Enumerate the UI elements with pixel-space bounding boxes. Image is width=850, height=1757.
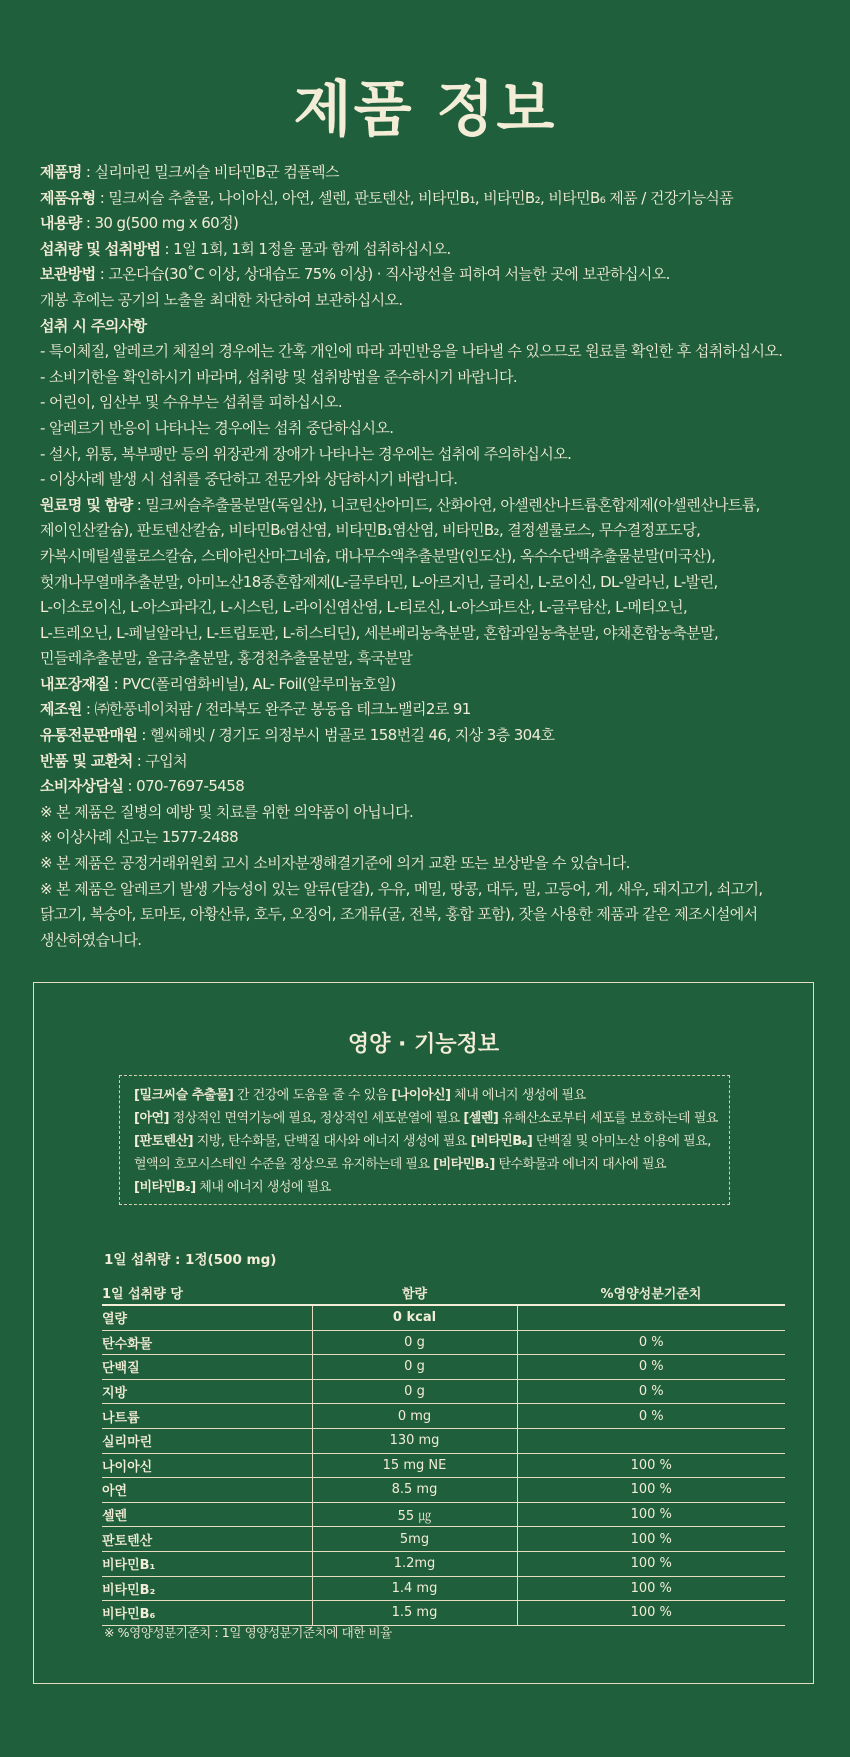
ingredient-tag: [비타민B₂] [134,1180,196,1195]
function-text: 체내 에너지 생성에 필요 [450,1088,586,1103]
info-label: 원료명 및 함량 [40,495,133,514]
nutrition-table [102,1280,785,1626]
info-text: ※ 본 제품은 질병의 예방 및 치료를 위한 의약품이 아닙니다. [40,802,414,821]
nutrition-name: 아연 [102,1478,312,1503]
serving-size: 1일 섭취량 : 1정(500 mg) [104,1252,277,1268]
info-label: 유통전문판매원 [40,726,138,745]
info-text: 헛개나무열매추출분말, 아미노산18종혼합제제(L-글루타민, L-아르지닌, 글리신, L-로이신, DL-알라닌, L-발린, [40,572,718,591]
info-text: : 고온다습(30˚C 이상, 상대습도 75% 이상) · 직사광선을 피하여 서늘한 곳에 보관하십시오. [95,265,670,284]
function-line [134,1176,729,1199]
nutrition-name: 판토텐산 [102,1527,312,1552]
product-info-text [40,160,830,953]
nutrition-amount: 1.2mg [312,1551,517,1576]
info-line [40,902,830,928]
nutrition-amount: 8.5 mg [312,1478,517,1503]
info-text: : 밀크씨슬추출물분말(독일산), 니코틴산아미드, 산화아연, 아셀렌산나트륨혼합제제(아셀렌산나트륨, [132,495,760,514]
nutrition-row [102,1305,785,1330]
info-line [40,928,830,954]
nutrition-percent: 0 % [517,1330,785,1355]
nutrition-row [102,1404,785,1429]
nutrition-row [102,1576,785,1601]
nutrition-amount: 0 g [312,1330,517,1355]
nutrition-amount: 5mg [312,1527,517,1552]
info-line [40,262,830,288]
info-line [40,621,830,647]
nutrition-name: 실리마린 [102,1428,312,1453]
page-title: 제품 정보 [293,75,557,145]
info-text: L-이소로이신, L-아스파라긴, L-시스틴, L-라이신염산염, L-티로신, L-아스파트산, L-글루탐산, L-메티오닌, [40,598,688,617]
info-line [40,160,830,186]
info-text: - 설사, 위통, 복부팽만 등의 위장관계 장애가 나타나는 경우에는 섭취에 주의하십시오. [40,444,572,463]
info-text: L-트레오닌, L-페닐알라닌, L-트립토판, L-히스티딘), 세븐베리농축분말, 혼합과일농축분말, 야채혼합농축분말, [40,623,719,642]
nutrition-percent: 0 % [517,1355,785,1380]
function-text: 체내 에너지 생성에 필요 [195,1180,331,1195]
nutrition-percent: 100 % [517,1453,785,1478]
info-text: : 헬씨해빗 / 경기도 의정부시 범골로 158번길 46, 지상 3층 304호 [137,726,555,745]
nutrition-name: 나이아신 [102,1453,312,1478]
info-line [40,493,830,519]
info-line [40,749,830,775]
nutrition-amount: 130 mg [312,1428,517,1453]
info-line [40,211,830,237]
function-line [134,1130,729,1153]
nutrition-name: 비타민B₆ [102,1601,312,1626]
info-text: : PVC(폴리염화비닐), AL- Foil(알루미늄호일) [109,674,396,693]
info-label: 섭취량 및 섭취방법 [40,239,161,258]
function-text: 정상적인 면역기능에 필요, 정상적인 세포분열에 필요 [169,1111,464,1126]
info-text: 닭고기, 복숭아, 토마토, 아황산류, 호두, 오징어, 조개류(굴, 전복, 홍합 포함), 잣을 사용한 제품과 같은 제조시설에서 [40,905,758,924]
info-line [40,800,830,826]
function-line [134,1107,729,1130]
info-line [40,288,830,314]
nutrition-percent: 100 % [517,1527,785,1552]
nutrition-percent [517,1305,785,1330]
nutrition-table-header [102,1280,785,1305]
info-line [40,442,830,468]
ingredient-tag: [셀렌] [463,1111,499,1126]
nutrition-name: 단백질 [102,1355,312,1380]
nutrition-row [102,1379,785,1404]
header-percent: %영양성분기준치 [517,1280,785,1305]
nutrition-name: 열량 [102,1305,312,1330]
nutrition-percent: 100 % [517,1551,785,1576]
nutrition-percent [517,1428,785,1453]
info-text: : 실리마린 밀크씨슬 비타민B군 컴플렉스 [81,163,339,181]
info-text: 제이인산칼슘), 판토텐산칼슘, 비타민B₆염산염, 비타민B₁염산염, 비타민B₂, 결정셀룰로스, 무수결정포도당, [40,521,701,540]
nutrition-amount: 15 mg NE [312,1453,517,1478]
nutrition-amount: 0 mg [312,1404,517,1429]
ingredient-tag: [비타민B₆] [470,1134,533,1149]
info-line [40,339,830,365]
info-line [40,390,830,416]
info-line [40,723,830,749]
function-text: 유해산소로부터 세포를 보호하는데 필요 [498,1111,718,1126]
nutrition-row [102,1355,785,1380]
nutrition-amount: 0 kcal [312,1305,517,1330]
header-name: 1일 섭취량 당 [102,1280,312,1305]
info-line [40,518,830,544]
info-line [40,416,830,442]
info-text: 카복시메틸셀룰로스칼슘, 스테아린산마그네슘, 대나무수액추출분말(인도산), 옥수수단백추출물분말(미국산), [40,546,716,565]
ingredient-tag: [밀크씨슬 추출물] [134,1088,234,1103]
nutrition-info-box [33,982,814,1684]
nutrition-name: 탄수화물 [102,1330,312,1355]
nutrition-name: 나트륨 [102,1404,312,1429]
nutrition-amount: 0 g [312,1379,517,1404]
nutrition-name: 비타민B₂ [102,1576,312,1601]
info-line [40,237,830,263]
nutrition-percent: 100 % [517,1601,785,1626]
ingredient-tag: [판토텐산] [134,1134,194,1149]
function-text: 지방, 탄수화물, 단백질 대사와 에너지 생성에 필요 [193,1134,471,1149]
ingredient-tag: [나이아신] [391,1088,451,1103]
ingredient-tag: [비타민B₁] [433,1157,495,1172]
info-line [40,672,830,698]
nutrition-row [102,1601,785,1626]
info-line [40,774,830,800]
info-label: 제품유형 [40,188,96,207]
info-line [40,697,830,723]
nutrition-row [102,1502,785,1527]
info-label: 내용량 [40,214,82,233]
nutrition-name: 셀렌 [102,1502,312,1527]
info-text: : 30 g(500 mg x 60정) [81,214,239,233]
info-text: ※ 본 제품은 알레르기 발생 가능성이 있는 알류(달걀), 우유, 메밀, 땅콩, 대두, 밀, 고등어, 게, 새우, 돼지고기, 쇠고기, [40,879,763,898]
nutrition-row [102,1551,785,1576]
info-label: 보관방법 [40,265,96,284]
function-text: 탄수화물과 에너지 대사에 필요 [494,1157,667,1172]
nutrition-amount: 1.4 mg [312,1576,517,1601]
nutrition-percent: 100 % [517,1478,785,1503]
function-text: 간 건강에 도움을 줄 수 있음 [233,1088,392,1103]
info-text: : 070-7697-5458 [123,777,245,796]
info-label: 제품명 [40,163,82,181]
function-line [134,1084,729,1107]
info-text: - 어린이, 임산부 및 수유부는 섭취를 피하십시오. [40,393,343,412]
header-amount: 함량 [312,1280,517,1305]
info-text: : ㈜한풍네이처팜 / 전라북도 완주군 봉동읍 테크노밸리2로 91 [81,700,471,719]
nutrition-footnote: ※ %영양성분기준치 : 1일 영양성분기준치에 대한 비율 [104,1625,392,1640]
info-line [40,851,830,877]
info-text: - 소비기한을 확인하시기 바라며, 섭취량 및 섭취방법을 준수하시기 바랍니다. [40,367,518,386]
info-line [40,570,830,596]
info-label: 내포장재질 [40,674,110,693]
info-text: : 1일 1회, 1회 1정을 물과 함께 섭취하십시오. [160,239,451,258]
info-line [40,877,830,903]
info-label: 제조원 [40,700,82,719]
nutrition-row [102,1330,785,1355]
info-text: ※ 본 제품은 공정거래위원회 고시 소비자분쟁해결기준에 의거 교환 또는 보상받을 수 있습니다. [40,854,630,873]
nutrition-percent: 100 % [517,1576,785,1601]
function-text: 혈액의 호모시스테인 수준을 정상으로 유지하는데 필요 [134,1157,434,1172]
function-line [134,1153,729,1176]
nutrition-percent: 0 % [517,1379,785,1404]
info-text: : 구입처 [132,751,188,770]
nutrition-name: 비타민B₁ [102,1551,312,1576]
nutrition-name: 지방 [102,1379,312,1404]
info-text: ※ 이상사례 신고는 1577-2488 [40,828,239,847]
nutrition-row [102,1478,785,1503]
info-line [40,544,830,570]
info-text: : 밀크씨슬 추출물, 나이아신, 아연, 셀렌, 판토텐산, 비타민B₁, 비타민B₂, 비타민B₆ 제품 / 건강기능식품 [95,188,734,207]
function-text: 단백질 및 아미노산 이용에 필요, [532,1134,711,1149]
nutrition-percent: 100 % [517,1502,785,1527]
function-info-box [119,1075,730,1205]
info-line [40,467,830,493]
info-label: 반품 및 교환처 [40,751,133,770]
info-label: 소비자상담실 [40,777,124,796]
info-line [40,186,830,212]
nutrition-amount: 0 g [312,1355,517,1380]
info-text: - 알레르기 반응이 나타나는 경우에는 섭취 중단하십시오. [40,418,394,437]
info-label: 섭취 시 주의사항 [40,316,147,335]
info-text: 개봉 후에는 공기의 노출을 최대한 차단하여 보관하십시오. [40,290,403,309]
info-text: - 특이체질, 알레르기 체질의 경우에는 간혹 개인에 따라 과민반응을 나타낼 수 있으므로 원료를 확인한 후 섭취하십시오. [40,342,783,361]
nutrition-row [102,1428,785,1453]
info-text: - 이상사례 발생 시 섭취를 중단하고 전문가와 상담하시기 바랍니다. [40,470,458,489]
nutrition-percent: 0 % [517,1404,785,1429]
info-text: 민들레추출분말, 울금추출분말, 홍경천추출물분말, 흑국분말 [40,649,413,668]
nutrition-amount: 1.5 mg [312,1601,517,1626]
info-line [40,646,830,672]
info-line [40,314,830,340]
nutrition-row [102,1527,785,1552]
info-line [40,595,830,621]
nutrition-row [102,1453,785,1478]
info-text: 생산하였습니다. [40,930,142,949]
nutrition-amount: 55 ㎍ [312,1502,517,1527]
info-line [40,825,830,851]
nutrition-title: 영양 · 기능정보 [347,1032,500,1057]
ingredient-tag: [아연] [134,1111,169,1126]
info-line [40,365,830,391]
